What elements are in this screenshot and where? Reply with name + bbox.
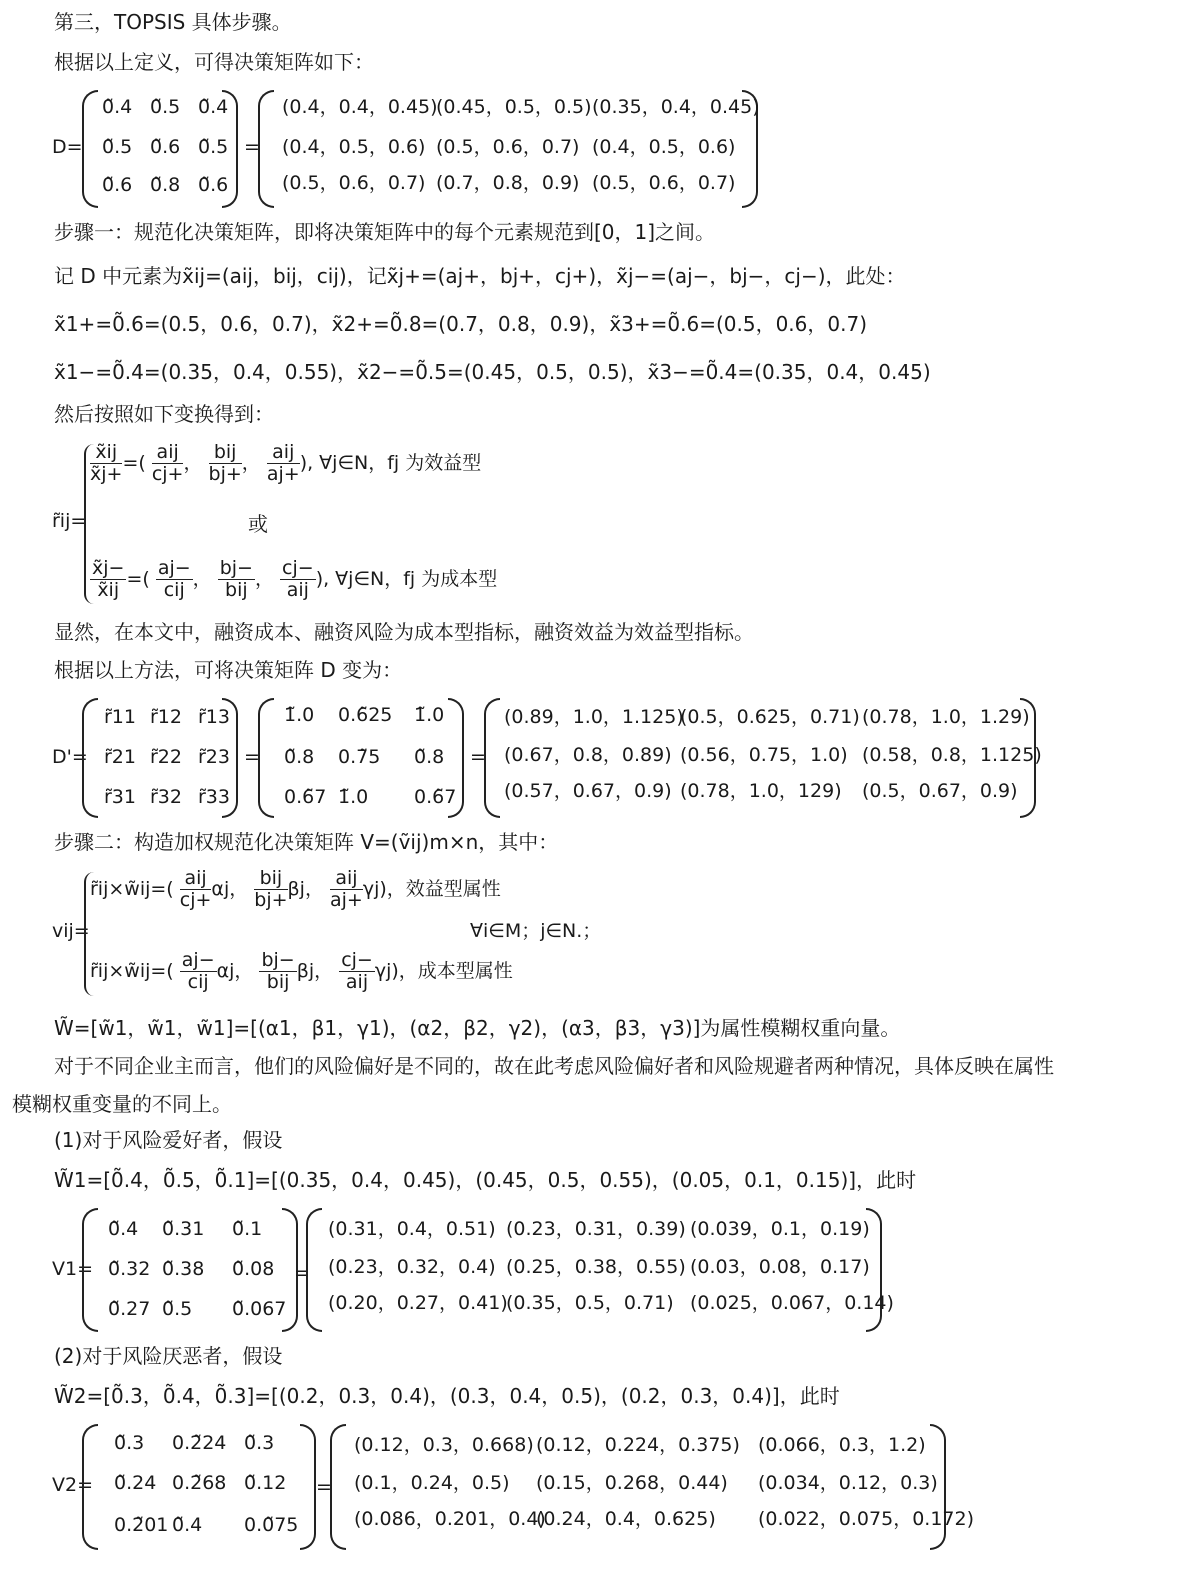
text-case-risk-averse: (2)对于风险厌恶者，假设	[54, 1344, 283, 1368]
rij-or: 或	[248, 512, 268, 536]
bracket-left	[258, 90, 274, 208]
text-decision-matrix-intro: 根据以上定义，可得决策矩阵如下：	[54, 50, 374, 74]
matrix-cell: r̃21	[104, 746, 136, 768]
matrix-cell: r̃22	[150, 746, 182, 768]
matrix-cell: 1̃.0	[338, 786, 369, 808]
matrix-cell: 0̃.8	[284, 746, 315, 768]
matrix-cell: (0.67，0.8，0.89)	[504, 744, 672, 766]
matrix-dp-label: D'=	[52, 746, 88, 768]
vij-benefit-case: r̃ij×w̃ij=( $\frac{\text{aij}}{cj+}$ αj， $\frac{\text{bij}}{bj+}$ βj， $\frac{\text{aij}}{aj+}$ γj)，效益型属性	[90, 867, 501, 911]
text-weights-w1: W̃1=[0̃.4，0̃.5，0̃.1]=[(0.35，0.4，0.45)，(0.45，0.5，0.55)，(0.05，0.1，0.15)]，此时	[54, 1168, 917, 1192]
matrix-cell: 0̃.38	[162, 1258, 205, 1280]
matrix-cell: (0.5，0.6，0.7)	[592, 172, 736, 194]
matrix-cell: (0.31，0.4，0.51)	[328, 1218, 496, 1240]
matrix-cell: 0̃.4	[108, 1218, 139, 1240]
matrix-cell: 0.6̃25	[338, 704, 393, 726]
matrix-cell: 0.2̃24	[172, 1432, 227, 1454]
matrix-cell: (0.039，0.1，0.19)	[690, 1218, 870, 1240]
bracket-left	[258, 698, 274, 818]
bracket-left	[82, 1424, 98, 1550]
text-case-risk-lover: (1)对于风险爱好者，假设	[54, 1128, 283, 1152]
matrix-cell: 0̃.6	[198, 174, 229, 196]
matrix-cell: (0.4，0.4，0.45)	[282, 96, 438, 118]
matrix-cell: r̃12	[150, 706, 182, 728]
equals-sign: =	[470, 746, 486, 768]
text-positive-ideal: x̃1+=0̃.6=(0.5，0.6，0.7)，x̃2+=0̃.8=(0.7，0.8，0.9)，x̃3+=0̃.6=(0.5，0.6，0.7)	[54, 312, 867, 336]
vij-cost-case: r̃ij×w̃ij=( $\frac{aj-}{\text{cij}}$ αj， $\frac{bj-}{\text{bij}}$ βj， $\frac{cj-}{\text{aij}}$ γj)，成本型属性	[90, 949, 513, 993]
matrix-cell: (0.89，1.0，1.125)	[504, 706, 684, 728]
matrix-cell: (0.4，0.5，0.6)	[282, 136, 426, 158]
matrix-cell: 0̃.3	[244, 1432, 275, 1454]
matrix-cell: 0.7̃5	[338, 746, 381, 768]
equals-sign: =	[316, 1476, 332, 1498]
matrix-cell: 0̃.5	[150, 96, 181, 118]
bracket-left	[82, 1208, 98, 1332]
matrix-cell: 0̃.24	[114, 1472, 157, 1494]
matrix-cell: (0.022，0.075，0.172)	[758, 1508, 975, 1530]
text-indicator-types: 显然，在本文中，融资成本、融资风险为成本型指标，融资效益为效益型指标。	[54, 620, 754, 644]
matrix-cell: 0.6̃7	[414, 786, 457, 808]
matrix-cell: r̃23	[198, 746, 230, 768]
bracket-right	[300, 1424, 316, 1550]
text-step-two: 步骤二：构造加权规范化决策矩阵 V=(ṽij)m×n，其中：	[54, 830, 559, 854]
matrix-cell: (0.25，0.38，0.55)	[506, 1256, 686, 1278]
matrix-cell: 0.6̃7	[284, 786, 327, 808]
matrix-cell: 0̃.5	[162, 1298, 193, 1320]
matrix-cell: 0̃.6	[102, 174, 133, 196]
matrix-cell: 0̃.5	[102, 136, 133, 158]
matrix-cell: (0.78，1.0，129)	[680, 780, 842, 802]
matrix-cell: 0̃.4	[198, 96, 229, 118]
matrix-cell: 0̃.32	[108, 1258, 151, 1280]
matrix-cell: r̃33	[198, 786, 230, 808]
matrix-cell: 0̃.4	[172, 1514, 203, 1536]
text-element-definition: 记 D 中元素为x̃ij=(aij，bij，cij)，记x̃j+=(aj+，bj+，cj+)，x̃j−=(aj−，bj−，cj−)，此处：	[54, 264, 906, 288]
matrix-cell: (0.24，0.4，0.625)	[536, 1508, 716, 1530]
matrix-cell: 0̃.6	[150, 136, 181, 158]
matrix-cell: r̃32	[150, 786, 182, 808]
text-negative-ideal: x̃1−=0̃.4=(0.35，0.4，0.55)，x̃2−=0̃.5=(0.45，0.5，0.5)，x̃3−=0̃.4=(0.35，0.4，0.45)	[54, 360, 931, 384]
matrix-cell: (0.58，0.8，1.125)	[862, 744, 1042, 766]
matrix-cell: 1̃.0	[414, 704, 445, 726]
equals-sign: =	[244, 746, 260, 768]
matrix-d-label: D=	[52, 136, 83, 158]
text-transform-intro: 然后按照如下变换得到：	[54, 402, 274, 426]
matrix-cell: (0.78，1.0，1.29)	[862, 706, 1030, 728]
matrix-cell: (0.034，0.12，0.3)	[758, 1472, 938, 1494]
matrix-cell: (0.025，0.067，0.14)	[690, 1292, 894, 1314]
rij-benefit-case: $\frac{x̃ij}{x̃j+}$ =( $\frac{\text{aij}}{cj+}$ ， $\frac{\text{bij}}{bj+}$ ， $\frac{\text{aij}}{aj+}$ ), ∀j∈N，fj 为效益型	[90, 441, 482, 485]
matrix-v2-label: V2=	[52, 1474, 94, 1496]
matrix-cell: (0.20，0.27，0.41)	[328, 1292, 508, 1314]
matrix-cell: (0.5，0.625，0.71)	[680, 706, 860, 728]
matrix-cell: 0̃.4	[102, 96, 133, 118]
matrix-cell: (0.1，0.24，0.5)	[354, 1472, 510, 1494]
vij-domain: ∀i∈M；j∈N.；	[470, 920, 602, 942]
rij-label: r̃ij=	[52, 510, 87, 532]
matrix-cell: 0.2̃68	[172, 1472, 227, 1494]
equals-sign: =	[244, 136, 260, 158]
text-weight-vector: W̃=[w̃1，w̃1，w̃1]=[(α1，β1，γ1)，(α2，β2，γ2)，(α3，β3，γ3)]为属性模糊权重向量。	[54, 1016, 901, 1040]
matrix-cell: (0.12，0.224，0.375)	[536, 1434, 740, 1456]
matrix-v1-label: V1=	[52, 1258, 94, 1280]
matrix-cell: (0.35，0.4，0.45)	[592, 96, 760, 118]
matrix-cell: (0.12，0.3，0.668)	[354, 1434, 534, 1456]
matrix-cell: (0.5，0.67，0.9)	[862, 780, 1018, 802]
text-risk-preference: 对于不同企业主而言，他们的风险偏好是不同的，故在此考虑风险偏好者和风险规避者两种情况，具体反映在属性	[54, 1054, 1054, 1078]
matrix-cell: (0.23，0.32，0.4)	[328, 1256, 496, 1278]
matrix-cell: (0.066，0.3，1.2)	[758, 1434, 926, 1456]
text-transform-result: 根据以上方法，可将决策矩阵 D 变为：	[54, 658, 403, 682]
matrix-cell: 0̃.5	[198, 136, 229, 158]
bracket-left	[330, 1424, 346, 1550]
matrix-cell: 0.0̃75	[244, 1514, 299, 1536]
bracket-left	[306, 1208, 322, 1332]
matrix-cell: 0̃.27	[108, 1298, 151, 1320]
matrix-cell: (0.57，0.67，0.9)	[504, 780, 672, 802]
matrix-cell: (0.086，0.201，0.4)	[354, 1508, 546, 1530]
matrix-cell: 0.2̃01	[114, 1514, 169, 1536]
matrix-cell: 0̃.31	[162, 1218, 205, 1240]
matrix-cell: (0.4，0.5，0.6)	[592, 136, 736, 158]
matrix-cell: (0.15，0.268，0.44)	[536, 1472, 728, 1494]
matrix-cell: 0̃.12	[244, 1472, 287, 1494]
matrix-cell: (0.5，0.6，0.7)	[282, 172, 426, 194]
matrix-cell: r̃31	[104, 786, 136, 808]
bracket-left	[82, 698, 98, 818]
equals-sign: =	[294, 1262, 310, 1284]
matrix-cell: (0.03，0.08，0.17)	[690, 1256, 870, 1278]
matrix-cell: 0̃.3	[114, 1432, 145, 1454]
matrix-cell: (0.7，0.8，0.9)	[436, 172, 580, 194]
matrix-cell: (0.5，0.6，0.7)	[436, 136, 580, 158]
matrix-cell: 1̃.0	[284, 704, 315, 726]
heading-topsis-steps: 第三，TOPSIS 具体步骤。	[54, 10, 292, 34]
matrix-cell: r̃11	[104, 706, 136, 728]
matrix-cell: 0̃.8	[414, 746, 445, 768]
matrix-cell: (0.23，0.31，0.39)	[506, 1218, 686, 1240]
text-step-one: 步骤一：规范化决策矩阵，即将决策矩阵中的每个元素规范到[0，1]之间。	[54, 220, 716, 244]
matrix-cell: (0.56，0.75，1.0)	[680, 744, 848, 766]
matrix-cell: 0̃.067	[232, 1298, 287, 1320]
rij-cost-case: $\frac{x̃j-}{x̃ij}$ =( $\frac{aj-}{\text{cij}}$ ， $\frac{bj-}{\text{bij}}$ ， $\frac{cj-}{\text{aij}}$ ), ∀j∈N，fj 为成本型	[92, 557, 498, 601]
bracket-left	[82, 90, 98, 208]
vij-label: vij=	[52, 920, 90, 942]
matrix-cell: 0̃.8	[150, 174, 181, 196]
text-risk-preference-cont: 模糊权重变量的不同上。	[12, 1092, 232, 1116]
text-weights-w2: W̃2=[0̃.3，0̃.4，0̃.3]=[(0.2，0.3，0.4)，(0.3，0.4，0.5)，(0.2，0.3，0.4)]，此时	[54, 1384, 840, 1408]
matrix-cell: (0.45，0.5，0.5)	[436, 96, 592, 118]
bracket-left	[484, 698, 500, 818]
matrix-cell: r̃13	[198, 706, 230, 728]
matrix-cell: 0̃.1	[232, 1218, 263, 1240]
matrix-cell: (0.35，0.5，0.71)	[506, 1292, 674, 1314]
matrix-cell: 0̃.08	[232, 1258, 275, 1280]
